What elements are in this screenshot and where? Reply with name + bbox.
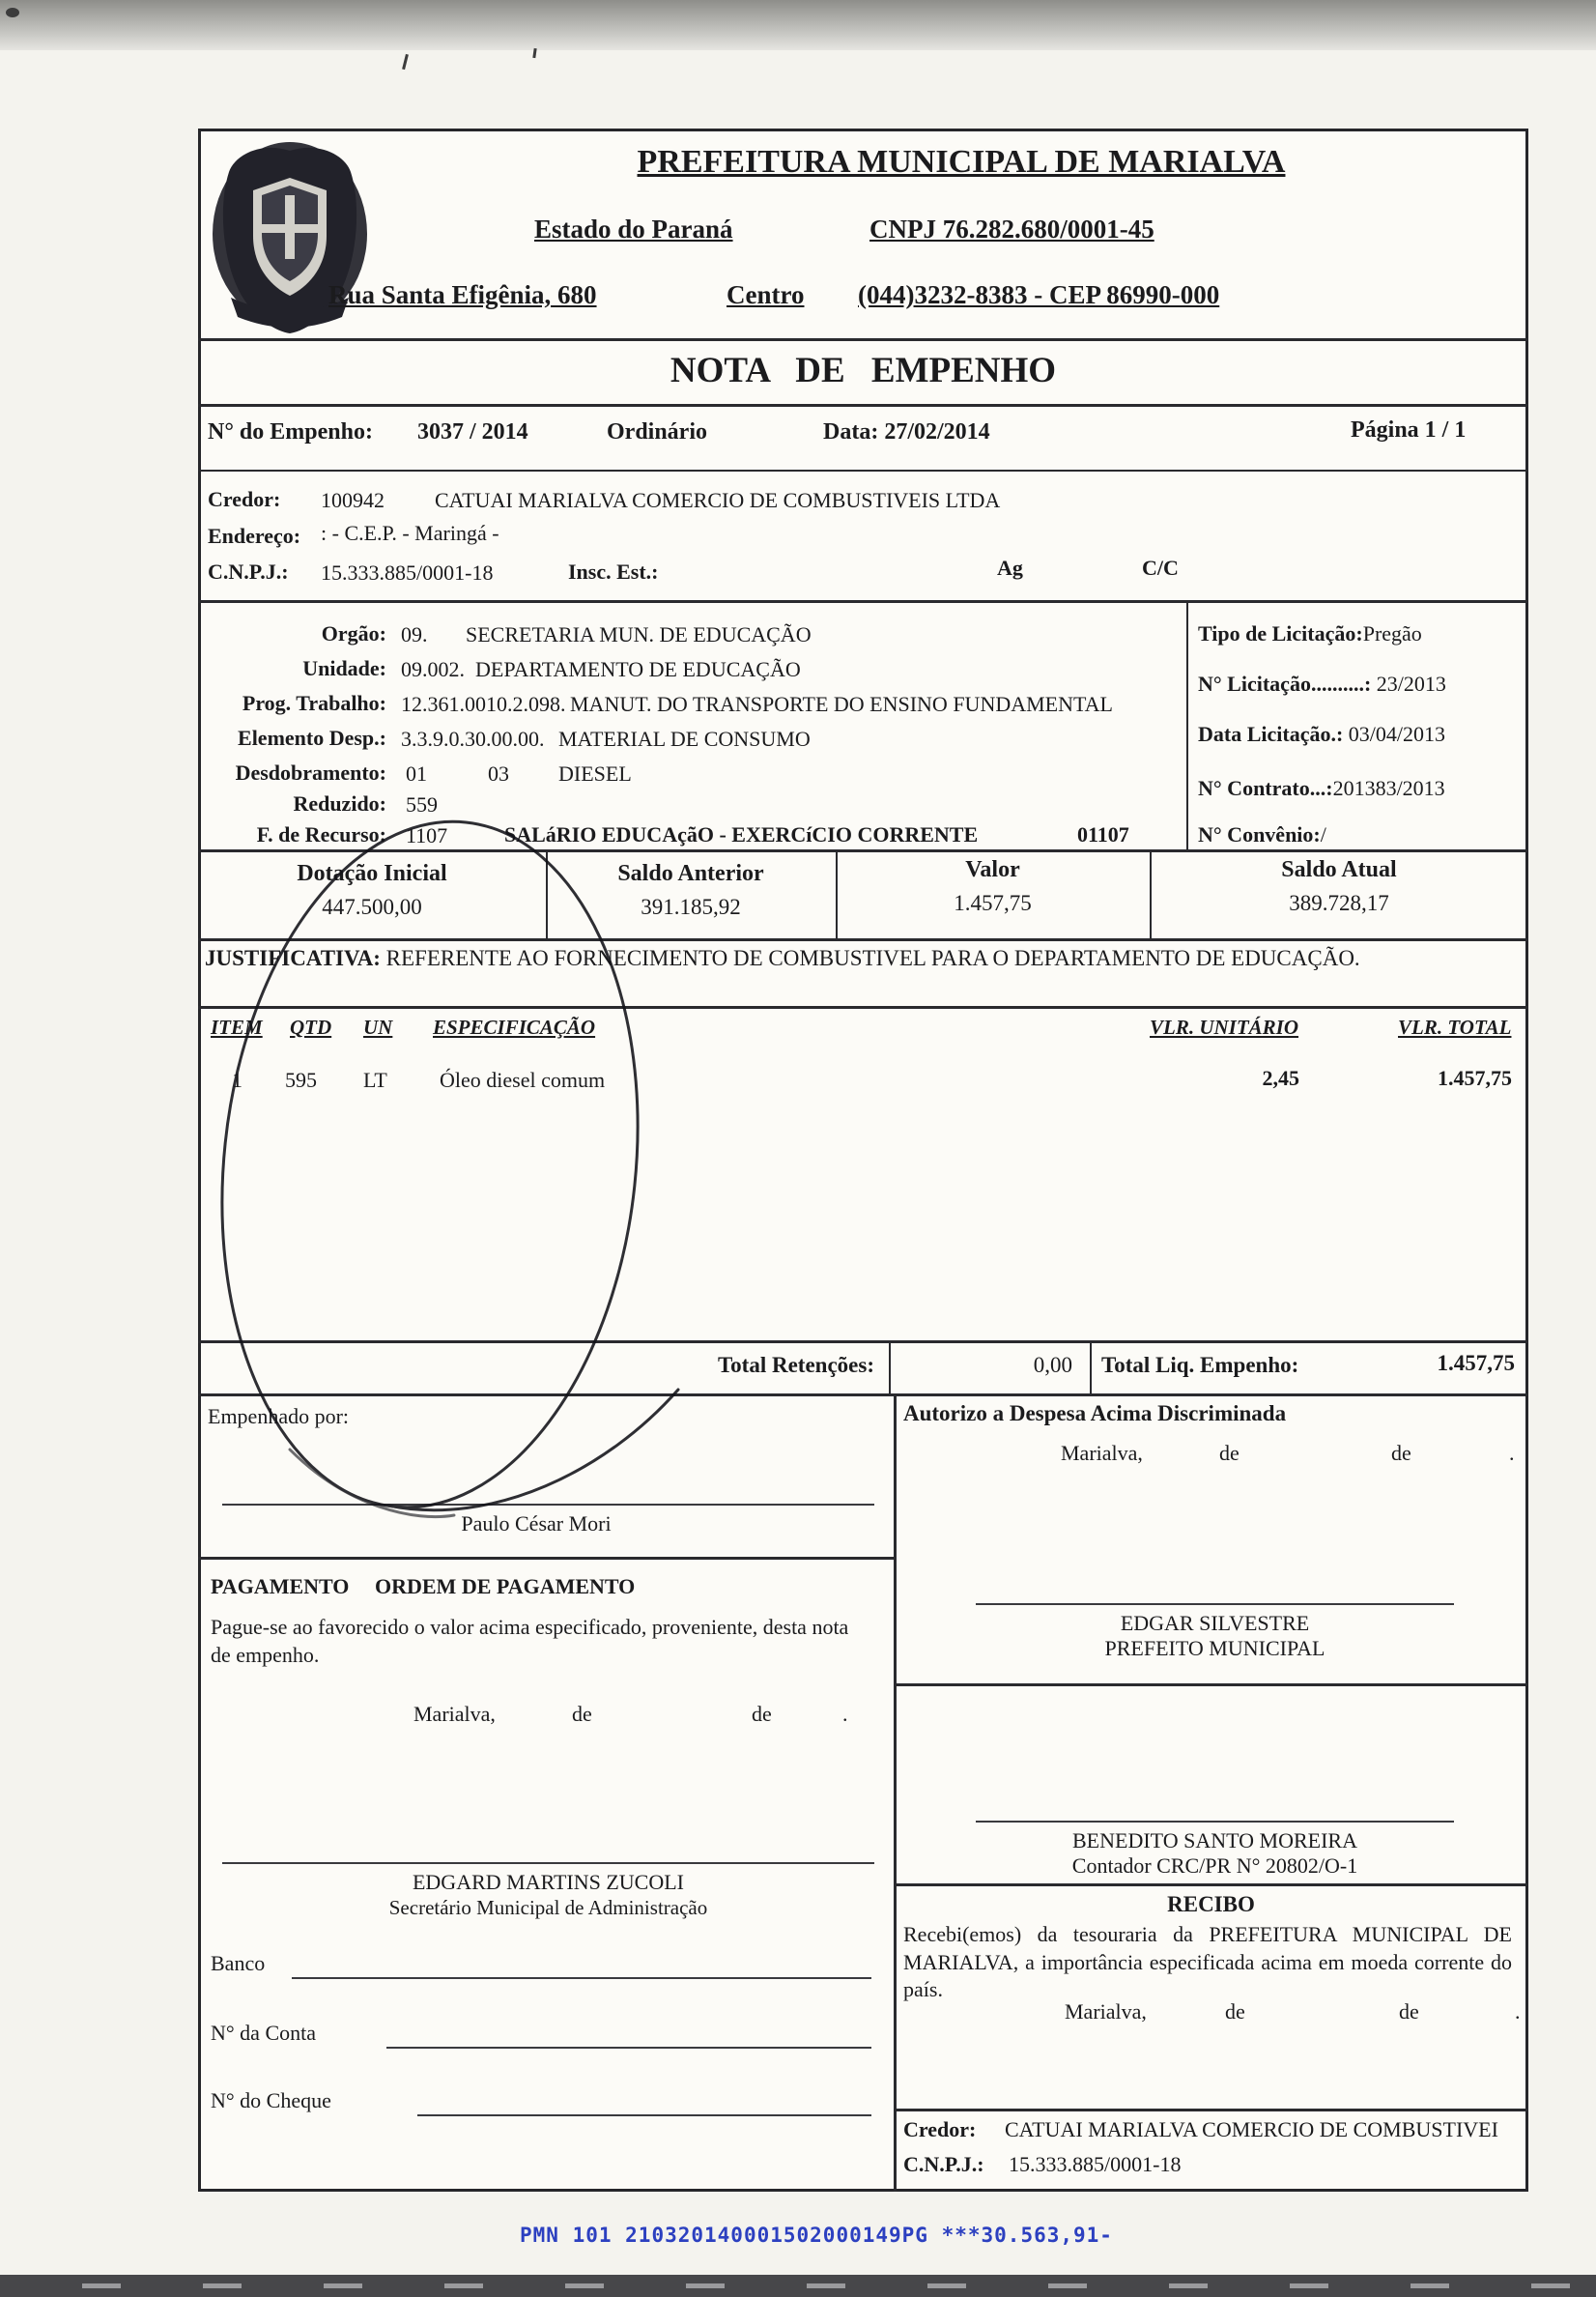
empenhado-por-label: Empenhado por:	[208, 1404, 350, 1428]
scan-artifact-top	[0, 0, 1596, 50]
header-district: Centro	[727, 280, 805, 309]
empenho-type: Ordinário	[607, 419, 708, 445]
recibo-text: Recebi(emos) da tesouraria da PREFEITURA MUNICIPAL DE MARIALVA, a importância especificada acima em moeda corrente do país.	[903, 1922, 1512, 2002]
secretario-cargo: Secretário Municipal de Administração	[388, 1896, 708, 1919]
page-indicator: Página 1 / 1	[1351, 417, 1467, 443]
endereco-value: : - C.E.P. - Maringá -	[321, 521, 499, 545]
empenho-number-label: N° do Empenho:	[208, 419, 373, 445]
num-contrato	[1198, 775, 1445, 803]
fonte-recurso-num: 01107	[1077, 822, 1129, 847]
num-licitacao-value: 23/2013	[1371, 672, 1446, 696]
valor-value: 1.457,75	[954, 891, 1032, 915]
orgao-label: Orgão:	[321, 621, 386, 646]
item-row-qtd: 595	[285, 1068, 317, 1092]
col-header-vlr-unitario: VLR. UNITÁRIO	[1150, 1016, 1299, 1039]
state-label: Estado do Paraná	[534, 215, 733, 244]
item-row-un: LT	[363, 1068, 387, 1092]
divider-v	[1186, 600, 1188, 849]
endereco-label: Endereço:	[208, 524, 301, 548]
orgao-code: 09.	[401, 622, 428, 646]
divider-h-right	[894, 1883, 1528, 1886]
banco-label: Banco	[211, 1951, 266, 1975]
divider-h	[198, 1006, 1528, 1009]
divider-v	[1090, 1340, 1092, 1396]
credor-name: CATUAI MARIALVA COMERCIO DE COMBUSTIVEIS LTDA	[435, 488, 1001, 512]
pen-speck	[532, 48, 536, 58]
de-5: de	[1225, 1999, 1245, 2024]
credor-label: Credor:	[208, 487, 281, 511]
pen-speck	[402, 54, 409, 70]
cidade-autorizo: Marialva,	[1061, 1441, 1143, 1465]
unidade-code: 09.002.	[401, 657, 465, 681]
cc-label: C/C	[1142, 556, 1179, 580]
prog-trabalho-label: Prog. Trabalho:	[242, 691, 386, 715]
saldo-anterior-label: Saldo Anterior	[617, 861, 764, 886]
divider-h	[198, 1340, 1528, 1343]
desdobramento-desc: DIESEL	[558, 761, 632, 786]
dotacao-inicial-label: Dotação Inicial	[297, 861, 447, 886]
col-header-qtd: QTD	[290, 1016, 332, 1039]
unidade-label: Unidade:	[302, 656, 386, 680]
de-4: de	[1391, 1441, 1411, 1465]
municipality-title: PREFEITURA MUNICIPAL DE MARIALVA	[637, 144, 1286, 180]
divider-h	[198, 849, 1528, 852]
scan-speck	[6, 8, 19, 17]
justificativa-label: JUSTIFICATIVA:	[205, 946, 381, 970]
contador-cargo: Contador CRC/PR N° 20802/O-1	[1071, 1853, 1358, 1878]
desdobramento-code2: 03	[488, 761, 509, 786]
prog-trabalho-code: 12.361.0010.2.098.	[401, 692, 566, 716]
total-retencoes-value: 0,00	[1033, 1353, 1072, 1377]
cidade-data-pagamento	[413, 1701, 496, 1729]
credor-cnpj-value: 15.333.885/0001-18	[321, 560, 494, 585]
saldo-atual-value: 389.728,17	[1289, 891, 1389, 915]
num-convenio	[1198, 821, 1326, 849]
orgao-desc: SECRETARIA MUN. DE EDUCAÇÃO	[466, 622, 812, 646]
data-licitacao	[1198, 721, 1445, 749]
reduzido-code: 559	[406, 792, 438, 817]
pague-se-text: Pague-se ao favorecido o valor acima especificado, proveniente, desta nota de empenho.	[211, 1615, 849, 1667]
fonte-recurso-desc: SALáRIO EDUCAçãO - EXERCíCIO CORRENTE	[504, 822, 979, 847]
total-retencoes-label: Total Retenções:	[717, 1353, 874, 1377]
credor-footer-cnpj-label: C.N.P.J.:	[903, 2152, 984, 2176]
saldo-atual-label: Saldo Atual	[1281, 857, 1397, 882]
tipo-licitacao	[1198, 620, 1422, 648]
document-title: NOTA DE EMPENHO	[670, 351, 1057, 390]
signature-line-prefeito	[976, 1603, 1454, 1605]
num-convenio-value: /	[1320, 822, 1326, 847]
cidade: Marialva,	[413, 1702, 496, 1726]
reduzido-label: Reduzido:	[293, 791, 386, 816]
ordem-pagamento-title: ORDEM DE PAGAMENTO	[375, 1574, 636, 1598]
prog-trabalho-desc: MANUT. DO TRANSPORTE DO ENSINO FUNDAMENTAL	[570, 692, 1113, 716]
contador-nome: BENEDITO SANTO MOREIRA	[1072, 1828, 1357, 1852]
divider-h	[198, 470, 1528, 472]
divider-h-right	[894, 1683, 1528, 1686]
empenho-date-label: Data:	[823, 419, 879, 445]
data-licitacao-value: 03/04/2013	[1343, 722, 1446, 746]
conta-blank-line	[386, 2047, 871, 2049]
de-2: de	[752, 1702, 772, 1726]
desdobramento-code: 01	[406, 761, 427, 786]
justificativa	[205, 943, 1441, 974]
elemento-label: Elemento Desp.:	[238, 726, 386, 750]
divider-h-left	[198, 1557, 894, 1560]
de-1: de	[572, 1702, 592, 1726]
pagamento-title: PAGAMENTO	[211, 1574, 350, 1598]
de-3: de	[1219, 1441, 1240, 1465]
prefeito-nome: EDGAR SILVESTRE	[1120, 1611, 1310, 1635]
scan-artifact-bottom	[0, 2275, 1596, 2297]
tipo-licitacao-label: Tipo de Licitação:	[1198, 621, 1363, 646]
divider-v	[889, 1340, 891, 1396]
item-row-num: 1	[232, 1068, 242, 1092]
de-6: de	[1399, 1999, 1419, 2024]
credor-footer-nome: CATUAI MARIALVA COMERCIO DE COMBUSTIVEI	[1005, 2117, 1498, 2141]
fonte-recurso-label: F. de Recurso:	[256, 822, 386, 847]
item-row-vlr-total: 1.457,75	[1438, 1066, 1512, 1090]
divider-h	[198, 404, 1528, 407]
ponto-3: .	[1515, 1999, 1521, 2024]
unidade-desc: DEPARTAMENTO DE EDUCAÇÃO	[475, 657, 801, 681]
banco-blank-line	[292, 1977, 871, 1979]
empenho-date-value: 27/02/2014	[884, 419, 990, 445]
dotacao-inicial-value: 447.500,00	[322, 895, 422, 919]
signature-line-secretario	[222, 1862, 874, 1864]
total-liq-value: 1.457,75	[1437, 1351, 1515, 1375]
col-header-vlr-total: VLR. TOTAL	[1398, 1016, 1512, 1039]
elemento-code: 3.3.9.0.30.00.00.	[401, 727, 545, 751]
divider-h	[198, 1393, 1528, 1396]
divider-h	[198, 938, 1528, 941]
num-contrato-label: N° Contrato...:	[1198, 776, 1333, 800]
fonte-recurso-code: 1107	[406, 823, 448, 847]
recibo-title: RECIBO	[1167, 1892, 1255, 1916]
num-convenio-label: N° Convênio:	[1198, 822, 1321, 847]
saldo-anterior-value: 391.185,92	[641, 895, 741, 919]
col-header-item: ITEM	[211, 1016, 263, 1039]
total-liq-label: Total Liq. Empenho:	[1101, 1353, 1299, 1377]
credor-footer-label: Credor:	[903, 2117, 977, 2141]
col-header-un: UN	[363, 1016, 393, 1039]
item-row-espec: Óleo diesel comum	[440, 1068, 606, 1092]
header-address: Rua Santa Efigênia, 680	[328, 280, 597, 309]
signature-line-empenhado	[222, 1504, 874, 1506]
empenho-number: 3037 / 2014	[417, 419, 528, 445]
divider-h-right	[894, 2109, 1528, 2111]
divider-v-columns	[894, 1393, 897, 2192]
ag-label: Ag	[997, 556, 1023, 580]
machine-validation-print: PMN 101 210320140001502000149PG ***30.563,91-	[520, 2224, 1113, 2247]
cidade-recibo: Marialva,	[1065, 1999, 1147, 2024]
header-phone-cep: (044)3232-8383 - CEP 86990-000	[858, 280, 1220, 309]
credor-cnpj-label: C.N.P.J.:	[208, 560, 289, 584]
num-licitacao-label: N° Licitação..........:	[1198, 672, 1372, 696]
ponto-2: .	[1509, 1441, 1515, 1465]
num-contrato-value: 201383/2013	[1332, 776, 1445, 800]
item-row-vlr-unitario: 2,45	[1262, 1066, 1299, 1090]
signature-line-contador	[976, 1821, 1454, 1823]
divider-h	[198, 600, 1528, 603]
ponto: .	[842, 1702, 848, 1726]
tipo-licitacao-value: Pregão	[1362, 621, 1422, 646]
desdobramento-label: Desdobramento:	[235, 761, 386, 785]
empenho-date	[823, 417, 990, 447]
elemento-desc: MATERIAL DE CONSUMO	[558, 727, 811, 751]
divider-h	[198, 338, 1528, 341]
valor-label: Valor	[965, 857, 1020, 882]
cheque-blank-line	[417, 2114, 871, 2116]
header-cnpj: CNPJ 76.282.680/0001-45	[869, 215, 1154, 244]
empenhado-nome: Paulo César Mori	[461, 1511, 612, 1536]
col-header-especificacao: ESPECIFICAÇÃO	[433, 1016, 596, 1039]
autorizo-title: Autorizo a Despesa Acima Discriminada	[903, 1401, 1287, 1425]
data-licitacao-label: Data Licitação.:	[1198, 722, 1344, 746]
credor-code: 100942	[321, 488, 385, 512]
num-licitacao	[1198, 671, 1446, 699]
prefeito-cargo: PREFEITO MUNICIPAL	[1104, 1636, 1325, 1660]
insc-est-label: Insc. Est.:	[568, 560, 659, 584]
secretario-nome: EDGARD MARTINS ZUCOLI	[412, 1870, 684, 1894]
justificativa-text: REFERENTE AO FORNECIMENTO DE COMBUSTIVEL PARA O DEPARTAMENTO DE EDUCAÇÃO.	[385, 946, 1360, 970]
cheque-label: N° do Cheque	[211, 2088, 331, 2112]
credor-footer-cnpj: 15.333.885/0001-18	[1009, 2152, 1182, 2176]
conta-label: N° da Conta	[211, 2021, 317, 2045]
